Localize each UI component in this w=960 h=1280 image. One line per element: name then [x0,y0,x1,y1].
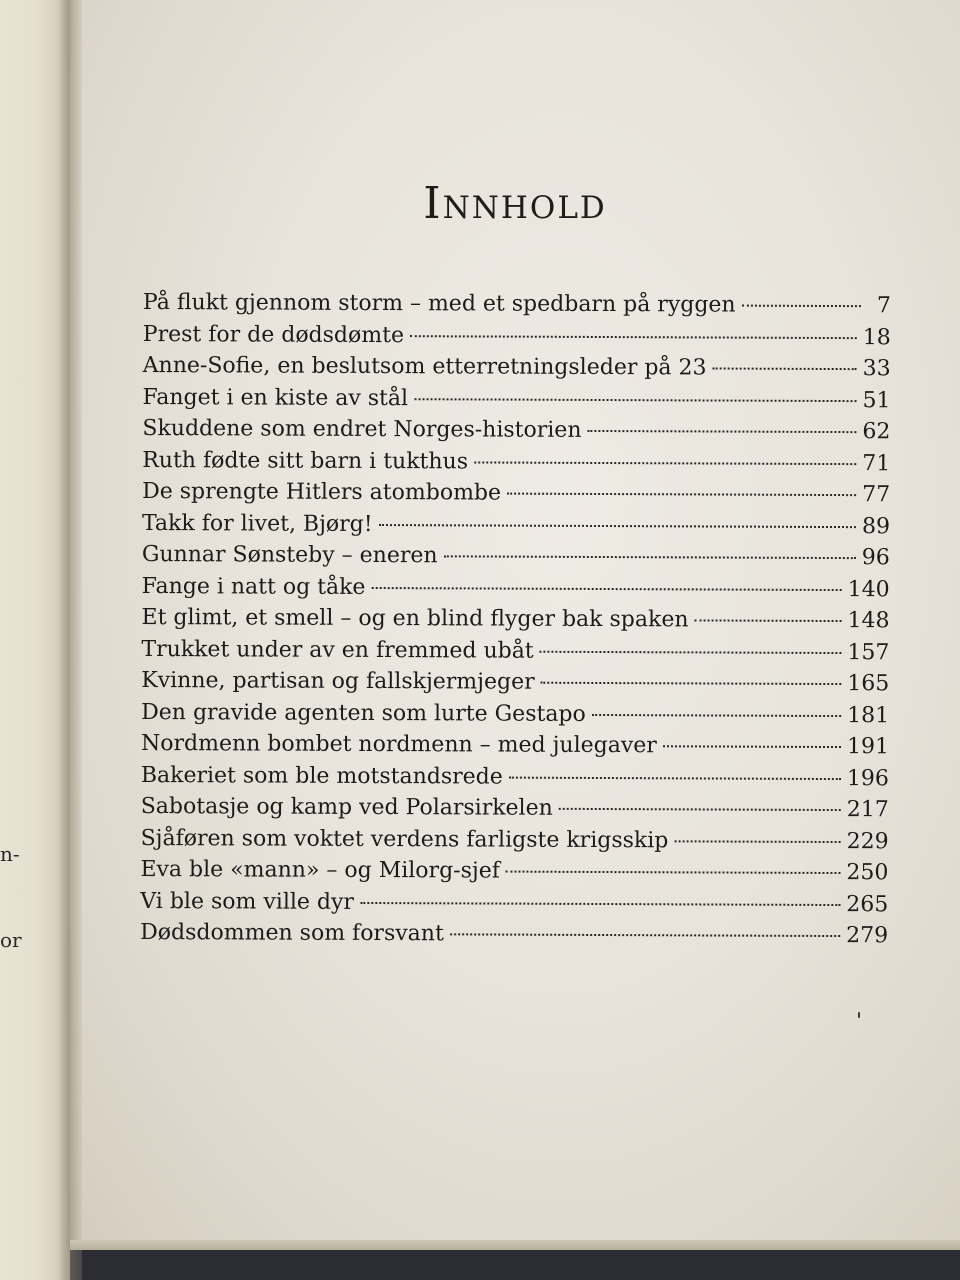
toc-entry [143,353,891,388]
toc-page-number: 229 [846,828,889,854]
toc-entry [141,605,889,640]
toc-entry-title: Trukket under av en fremmed ubåt [141,636,534,664]
page-edge [70,1240,960,1250]
toc-page-number: 62 [862,419,891,445]
dot-leader [379,524,856,528]
dot-leader [371,586,841,590]
toc-entry [142,447,890,482]
toc-page-number: 191 [846,734,890,760]
toc-entry-title: Takk for livet, Bjørg! [141,510,373,537]
dot-leader [360,901,840,905]
dot-leader [674,840,840,843]
toc-entry-title: Ruth fødte sitt barn i tukthus [142,447,469,474]
dot-leader [507,493,856,497]
toc-entry [141,794,889,829]
toc-page-number: 77 [862,482,891,508]
toc-entry-title: Anne-Sofie, en beslutsom etterretningsleder på 23 [142,352,707,381]
toc-page-number: 89 [861,513,891,539]
dot-leader [742,305,861,308]
toc-entry [141,731,889,766]
dot-leader [588,430,857,433]
dot-leader [541,682,842,685]
dot-leader [695,619,842,622]
toc-entry [143,290,891,325]
toc-entry [140,920,888,955]
toc-page-number: 51 [862,387,891,413]
dot-leader [410,335,857,339]
book-gutter [58,0,82,1280]
toc-entry [141,762,889,797]
page-title: Innhold [423,178,607,229]
left-page-text-fragment: or [0,928,22,952]
toc-entry [142,416,890,451]
toc-entry-title: Vi ble som ville dyr [140,888,355,915]
toc-entry-title: Kvinne, partisan og fallskjermjeger [141,667,535,695]
toc-entry [142,479,890,514]
toc-entry-title: Gunnar Sønsteby – eneren [141,541,438,569]
toc-entry [141,668,889,703]
toc-entry [142,573,890,608]
toc-entry-title: Fanget i en kiste av stål [142,384,409,411]
toc-page-number: 148 [847,608,890,634]
dot-leader [540,650,842,653]
toc-entry-title: De sprengte Hitlers atombombe [142,478,502,506]
toc-entry [140,888,888,923]
toc-entry-title: Den gravide agenten som lurte Gestapo [141,699,586,727]
dot-leader [474,461,856,465]
dot-leader [663,745,841,748]
toc-entry-title: Et glimt, et smell – og en blind flyger bak spaken [141,604,689,633]
dot-leader [713,367,857,370]
toc-entry [142,542,890,577]
toc-entry-title: Bakeriet som ble motstandsrede [140,762,503,790]
toc-page-number: 96 [861,545,890,571]
toc-entry-title: Fange i natt og tåke [141,573,366,600]
toc-entry [141,825,889,860]
toc-page-number: 165 [847,671,890,697]
toc-page-number: 217 [846,797,889,823]
toc-page-number: 250 [846,860,889,886]
toc-page-number: 18 [862,324,891,350]
dot-leader [592,713,841,716]
dot-leader [450,933,840,937]
toc-page-number: 7 [876,293,891,319]
dot-leader [559,808,841,811]
dot-leader [414,398,856,402]
toc-entry-title: Dødsdommen som forsvant [140,919,444,947]
left-page-text-fragment: n- [0,842,20,866]
toc-entry-title: Prest for de dødsdømte [142,321,405,348]
toc-page-number: 279 [846,923,889,949]
toc-page-number: 71 [862,450,891,476]
toc-entry-title: Skuddene som endret Norges-historien [142,415,582,443]
toc-entry-title: Sabotasje og kamp ved Polarsirkelen [140,793,553,821]
toc-page-number: 33 [862,356,891,382]
toc-entry [141,636,889,671]
dot-leader [444,555,856,559]
toc-page-number: 265 [846,891,889,917]
toc-entry-title: Eva ble «mann» – og Milorg-sjef [140,856,500,884]
toc-entry-title: Nordmenn bombet nordmenn – med julegaver [140,730,657,759]
dot-leader [509,776,841,779]
dot-leader [506,871,841,874]
toc-page-number: 157 [847,639,890,665]
toc-page-number: 196 [846,765,889,791]
paper-speck [858,1012,860,1018]
toc-page-number: 181 [847,702,890,728]
toc-entry [140,857,888,892]
toc-entry [141,699,889,734]
toc-entry [142,384,890,419]
toc-entry [142,510,890,545]
toc-entry-title: Sjåføren som voktet verdens farligste krigsskip [140,825,669,853]
toc-entry [143,321,891,356]
toc-entry-title: På flukt gjennom storm – med et spedbarn på ryggen [142,290,736,318]
toc-page-number: 140 [847,576,890,602]
table-of-contents [140,290,891,955]
